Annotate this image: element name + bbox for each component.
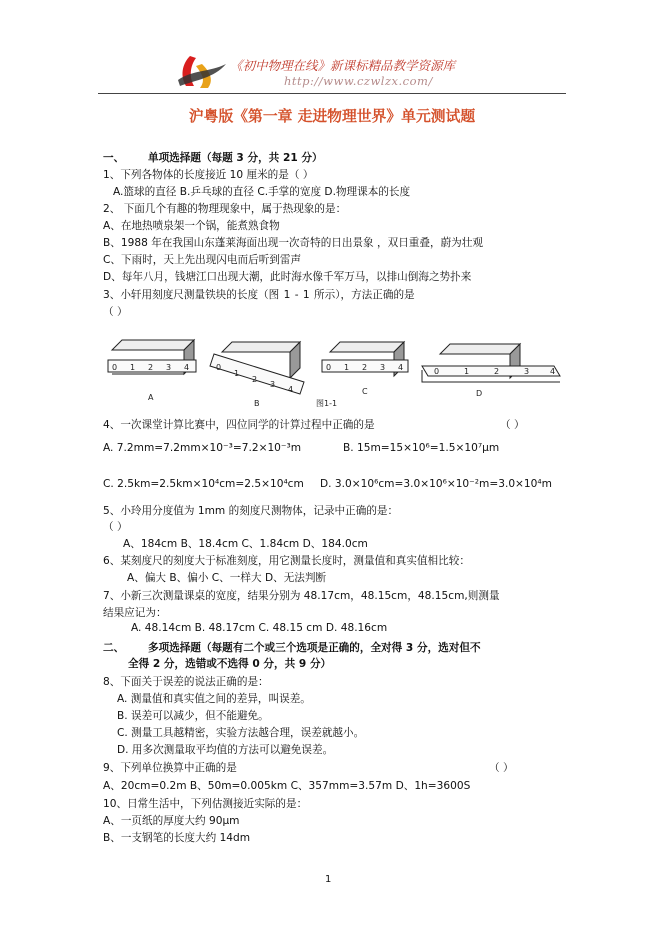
doc-title: 沪粤版《第一章 走进物理世界》单元测试题 <box>188 108 476 125</box>
q4-option-a: A. 7.2mm=7.2mm×10⁻³=7.2×10⁻³m <box>103 442 302 454</box>
q5-paren: （ ） <box>103 521 128 533</box>
section1-label: 单项选择题（每题 3 分，共 21 分） <box>148 152 323 164</box>
q8-option-b: B. 误差可以减少，但不能避免。 <box>117 710 269 722</box>
fig-letter-a: A <box>148 393 154 402</box>
q2-option-b: B、1988 年在我国山东蓬莱海面出现一次奇特的日出景象 ，双日重叠，蔚为壮观 <box>103 237 483 249</box>
ruler-mark: 1 <box>464 367 470 376</box>
ruler-mark: 2 <box>494 367 500 376</box>
ruler-mark: 0 <box>326 363 332 372</box>
q4-paren: （ ） <box>500 419 525 431</box>
header-rule <box>98 93 566 94</box>
figure-label: 图1-1 <box>316 399 338 408</box>
ruler-mark: 1 <box>344 363 350 372</box>
q6-options: A、偏大 B、偏小 C、一样大 D、无法判断 <box>127 572 327 584</box>
ruler-mark: 3 <box>270 380 276 389</box>
q4-option-b: B. 15m=15×10⁶=1.5×10⁷μm <box>343 442 500 454</box>
ruler-mark: 2 <box>148 363 154 372</box>
q2-option-c: C、下雨时，天上先出现闪电而后听到雷声 <box>103 254 302 266</box>
fig-letter-c: C <box>362 387 368 396</box>
section2-label: 多项选择题（每题有二个或三个选项是正确的，全对得 3 分，选对但不 <box>148 642 481 654</box>
ruler-mark: 3 <box>380 363 386 372</box>
q1-options: A.篮球的直径 B.乒乓球的直径 C.手掌的宽度 D.物理课本的长度 <box>113 186 411 198</box>
section2-label-cont: 全得 2 分，选错或不选得 0 分，共 9 分） <box>128 658 332 670</box>
logo-icon <box>172 50 230 92</box>
header-banner <box>168 50 568 92</box>
q10-stem: 10、日常生活中，下列估测接近实际的是： <box>103 798 308 810</box>
q2-option-a: A、在地热喷泉架一个锅，能煮熟食物 <box>103 220 280 232</box>
ruler-mark: 2 <box>252 375 258 384</box>
q7-options: A. 48.14cm B. 48.17cm C. 48.15 cm D. 48.16cm <box>131 622 388 634</box>
ruler-mark: 1 <box>234 369 240 378</box>
q4-option-c: C. 2.5km=2.5km×10⁴cm=2.5×10⁴cm <box>103 478 304 490</box>
q9-options: A、20cm=0.2m B、50m=0.005km C、357mm=3.57m D、1h=3600S <box>103 780 471 792</box>
q8-option-c: C. 测量工具越精密，实验方法越合理，误差就越小。 <box>117 727 365 739</box>
ruler-mark: 2 <box>362 363 368 372</box>
ruler-figure <box>104 330 566 410</box>
fig-letter-d: D <box>476 389 483 398</box>
ruler-mark: 4 <box>550 367 556 376</box>
q3-paren: （ ） <box>103 306 128 318</box>
ruler-mark: 4 <box>184 363 190 372</box>
ruler-mark: 0 <box>112 363 118 372</box>
q6-stem: 6、某刻度尺的刻度大于标准刻度，用它测量长度时，测量值和真实值相比较： <box>103 555 470 567</box>
q8-option-d: D. 用多次测量取平均值的方法可以避免误差。 <box>117 744 334 756</box>
ruler-mark: 4 <box>288 385 294 394</box>
q2-stem: 2、 下面几个有趣的物理现象中，属于热现象的是： <box>103 203 347 215</box>
q4-stem: 4、一次课堂计算比赛中，四位同学的计算过程中正确的是 <box>103 419 375 431</box>
ruler-mark: 4 <box>398 363 404 372</box>
q9-stem: 9、下列单位换算中正确的是 <box>103 762 237 774</box>
ruler-mark: 3 <box>166 363 172 372</box>
q10-option-a: A、一页纸的厚度大约 90μm <box>103 815 240 827</box>
q9-paren: （ ） <box>489 762 514 774</box>
ruler-mark: 0 <box>216 363 222 372</box>
q3-stem: 3、小轩用刻度尺测量铁块的长度（图 1 - 1 所示），方法正确的是 <box>103 289 415 301</box>
section2-num: 二、 <box>103 642 125 654</box>
banner-url[interactable]: http://www.czwlzx.com/ <box>284 74 433 88</box>
banner-title: 《初中物理在线》新课标精品教学资源库 <box>230 58 456 73</box>
q4-option-d: D. 3.0×10⁶cm=3.0×10⁶×10⁻²m=3.0×10⁴m <box>320 478 552 490</box>
q2-option-d: D、每年八月，钱塘江口出现大潮，此时海水像千军万马，以排山倒海之势扑来 <box>103 271 472 283</box>
fig-letter-b: B <box>254 399 260 408</box>
ruler-mark: 1 <box>130 363 136 372</box>
q5-options: A、184cm B、18.4cm C、1.84cm D、184.0cm <box>123 538 368 550</box>
ruler-mark: 3 <box>524 367 530 376</box>
q8-stem: 8、下面关于误差的说法正确的是： <box>103 676 269 688</box>
q7-stem-cont: 结果应记为： <box>103 607 167 619</box>
q5-stem: 5、小玲用分度值为 1mm 的刻度尺测物体，记录中正确的是： <box>103 505 399 517</box>
section1-num: 一、 <box>103 152 125 164</box>
q7-stem: 7、小新三次测量课桌的宽度，结果分别为 48.17cm，48.15cm，48.15cm,则测量 <box>103 590 500 602</box>
figure-1-1 <box>104 330 566 410</box>
q10-option-b: B、一支钢笔的长度大约 14dm <box>103 832 251 844</box>
page-number: 1 <box>325 874 332 885</box>
q1-stem: 1、下列各物体的长度接近 10 厘米的是（ ） <box>103 169 314 181</box>
ruler-mark: 0 <box>434 367 440 376</box>
q8-option-a: A. 测量值和真实值之间的差异，叫误差。 <box>117 693 311 705</box>
